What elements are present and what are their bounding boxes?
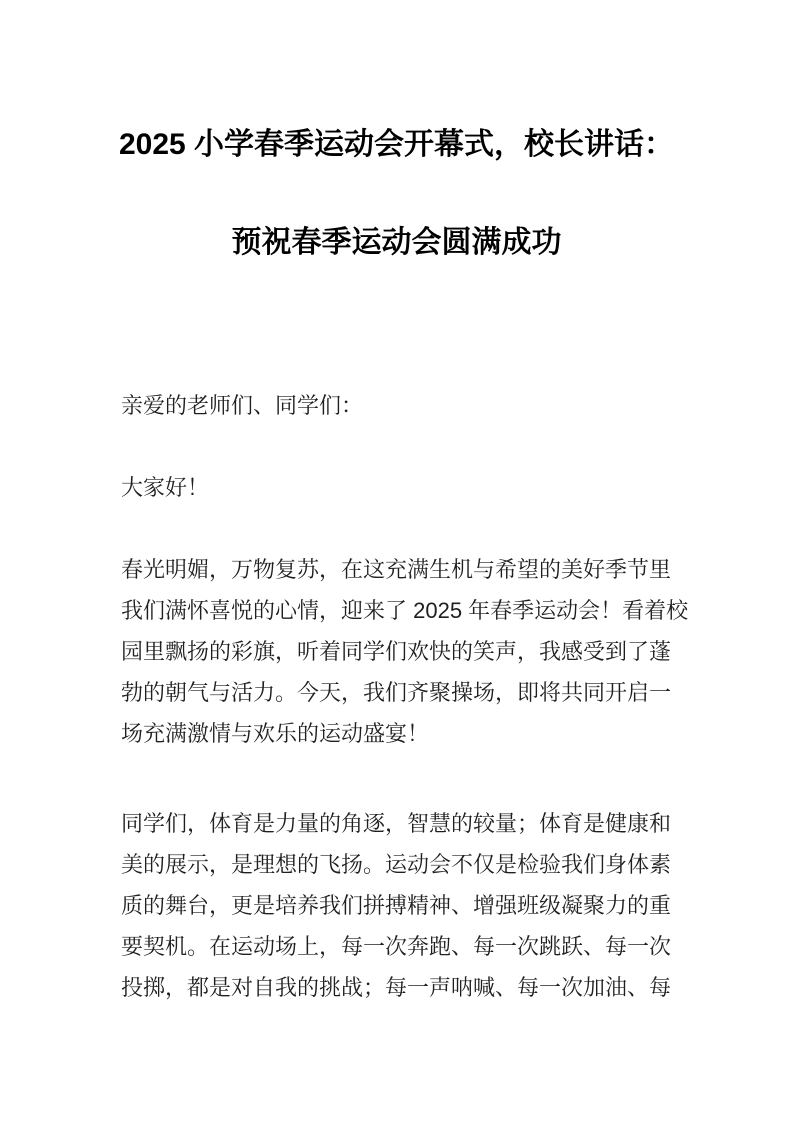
- text-line: 勃的朝气与活力。今天，我们齐聚操场，即将共同开启一: [121, 680, 672, 705]
- text-line: 大家好！: [121, 475, 210, 500]
- text-line: 亲爱的老师们、同学们：: [121, 393, 364, 418]
- text-line: 园里飘扬的彩旗，听着同学们欢快的笑声，我感受到了蓬: [121, 639, 672, 664]
- text-line: 春光明媚，万物复苏，在这充满生机与希望的美好季节里: [121, 557, 672, 582]
- paragraph-sports-meaning: [121, 803, 681, 1008]
- paragraph-greeting: [121, 467, 681, 508]
- text-line: 质的舞台，更是培养我们拼搏精神、增强班级凝聚力的重: [121, 893, 672, 918]
- paragraph-salutation: [121, 385, 681, 426]
- document-title-line-2: 预祝春季运动会圆满成功: [231, 226, 562, 259]
- text-line: 要契机。在运动场上，每一次奔跑、每一次跳跃、每一次: [121, 934, 672, 959]
- paragraph-spring-intro: [121, 549, 689, 754]
- document-body: [121, 385, 689, 1049]
- text-line: 投掷，都是对自我的挑战；每一声呐喊、每一次加油、每: [121, 975, 672, 1000]
- text-line: 同学们，体育是力量的角逐，智慧的较量；体育是健康和: [121, 811, 672, 836]
- text-line: 美的展示，是理想的飞扬。运动会不仅是检验我们身体素: [121, 852, 672, 877]
- text-line: 场充满激情与欢乐的运动盛宴！: [121, 721, 430, 746]
- document-title-line-1: 2025 小学春季运动会开幕式，校长讲话：: [118, 128, 675, 161]
- text-line: 我们满怀喜悦的心情，迎来了 2025 年春季运动会！看着校: [121, 598, 689, 623]
